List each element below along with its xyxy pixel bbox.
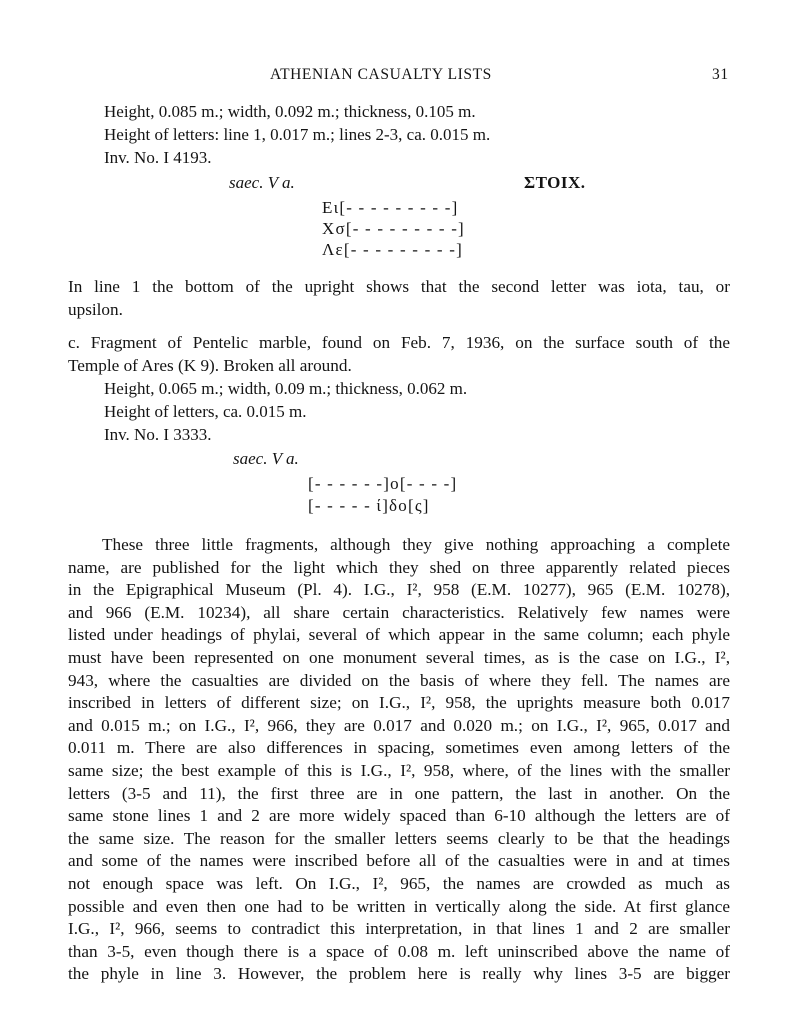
fragment-b-inventory: Inv. No. I 4193.	[104, 148, 212, 167]
text-line: 0.011 m. There are also differences in spacing, sometimes even among letters of the	[68, 738, 730, 758]
fragment-c-intro	[68, 332, 730, 377]
text-line: in the Epigraphical Museum (Pl. 4). I.G., I², 958 (E.M. 10277), 965 (E.M. 10278),	[68, 580, 730, 600]
fragment-c-inscription-line-1: [- - - - - -]ο[- - - -]	[308, 474, 458, 493]
text-line: c. Fragment of Pentelic marble, found on Feb. 7, 1936, on the surface south of the	[68, 333, 730, 352]
fragment-c-inscription-line-2: [- - - - - ί]δο[ς]	[308, 496, 430, 515]
fragment-b-inscription-line-3: Λε[- - - - - - - - -]	[322, 240, 463, 259]
text-line: the phyle in line 3. However, the problem here is really why lines 3-5 are bigger	[68, 964, 730, 984]
text-line: and some of the names were inscribed before all of the casualties were in and at times	[68, 851, 730, 871]
text-line: 943, where the casualties are divided on the basis of where they fell. The names are	[68, 670, 730, 690]
text-line: letters (3-5 and 11), the first three are in one pattern, the last in another. On the	[68, 783, 730, 803]
text-line: not enough space was left. On I.G., I², 965, the names are crowded as much as	[68, 873, 730, 893]
text-line: name, are published for the light which they shed on three apparently related pieces	[68, 557, 730, 577]
fragment-c-inventory: Inv. No. I 3333.	[104, 425, 212, 444]
text-line: These three little fragments, although they give nothing approaching a complete	[102, 535, 730, 554]
text-line: listed under headings of phylai, several of which appear in the same column; each phyle	[68, 625, 730, 645]
text-line: upsilon.	[68, 299, 123, 319]
page-number: 31	[712, 66, 729, 83]
text-line: Temple of Ares (K 9). Broken all around.	[68, 355, 352, 375]
text-line: same size; the best example of this is I.G., I², 958, where, of the lines with the smaller	[68, 760, 730, 780]
fragment-b-inscription-line-2: Χσ[- - - - - - - - -]	[322, 219, 465, 238]
discussion-paragraph	[68, 534, 730, 986]
text-line: inscribed in letters of different size; on I.G., I², 958, the uprights measure both 0.017	[68, 693, 730, 713]
fragment-b-inscription-line-1: Ει[- - - - - - - - -]	[322, 198, 459, 217]
text-line: possible and even then one had to be written in vertically along the side. At first glance	[68, 896, 730, 916]
fragment-c-date: saec. V a.	[233, 449, 299, 468]
text-line: than 3-5, even though there is a space of 0.08 m. left uninscribed above the name of	[68, 941, 730, 961]
text-line: and 0.015 m.; on I.G., I², 966, they are 0.017 and 0.020 m.; on I.G., I², 965, 0.017 and	[68, 715, 730, 735]
fragment-b-dimensions: Height, 0.085 m.; width, 0.092 m.; thickness, 0.105 m.	[104, 102, 476, 121]
running-head-title: ATHENIAN CASUALTY LISTS	[270, 66, 492, 83]
text-line: In line 1 the bottom of the upright shows that the second letter was iota, tau, or	[68, 277, 730, 296]
fragment-c-letter-heights: Height of letters, ca. 0.015 m.	[104, 402, 307, 421]
text-line: and 966 (E.M. 10234), all share certain characteristics. Relatively few names were	[68, 602, 730, 622]
fragment-c-dimensions: Height, 0.065 m.; width, 0.09 m.; thickness, 0.062 m.	[104, 379, 468, 398]
fragment-b-stoichedon: ΣΤΟΙΧ.	[524, 173, 586, 192]
fragment-b-date: saec. V a.	[229, 173, 295, 192]
fragment-b-letter-heights: Height of letters: line 1, 0.017 m.; lines 2-3, ca. 0.015 m.	[104, 125, 491, 144]
text-line: must have been represented on one monument several times, as is the case on I.G., I²,	[68, 647, 730, 667]
text-line: the same size. The reason for the smaller letters seems clearly to be that the headings	[68, 828, 730, 848]
text-line: I.G., I², 966, seems to contradict this interpretation, in that lines 1 and 2 are smaller	[68, 919, 730, 939]
text-line: same stone lines 1 and 2 are more widely spaced than 6-10 although the letters are of	[68, 806, 730, 826]
fragment-b-note	[68, 276, 730, 321]
